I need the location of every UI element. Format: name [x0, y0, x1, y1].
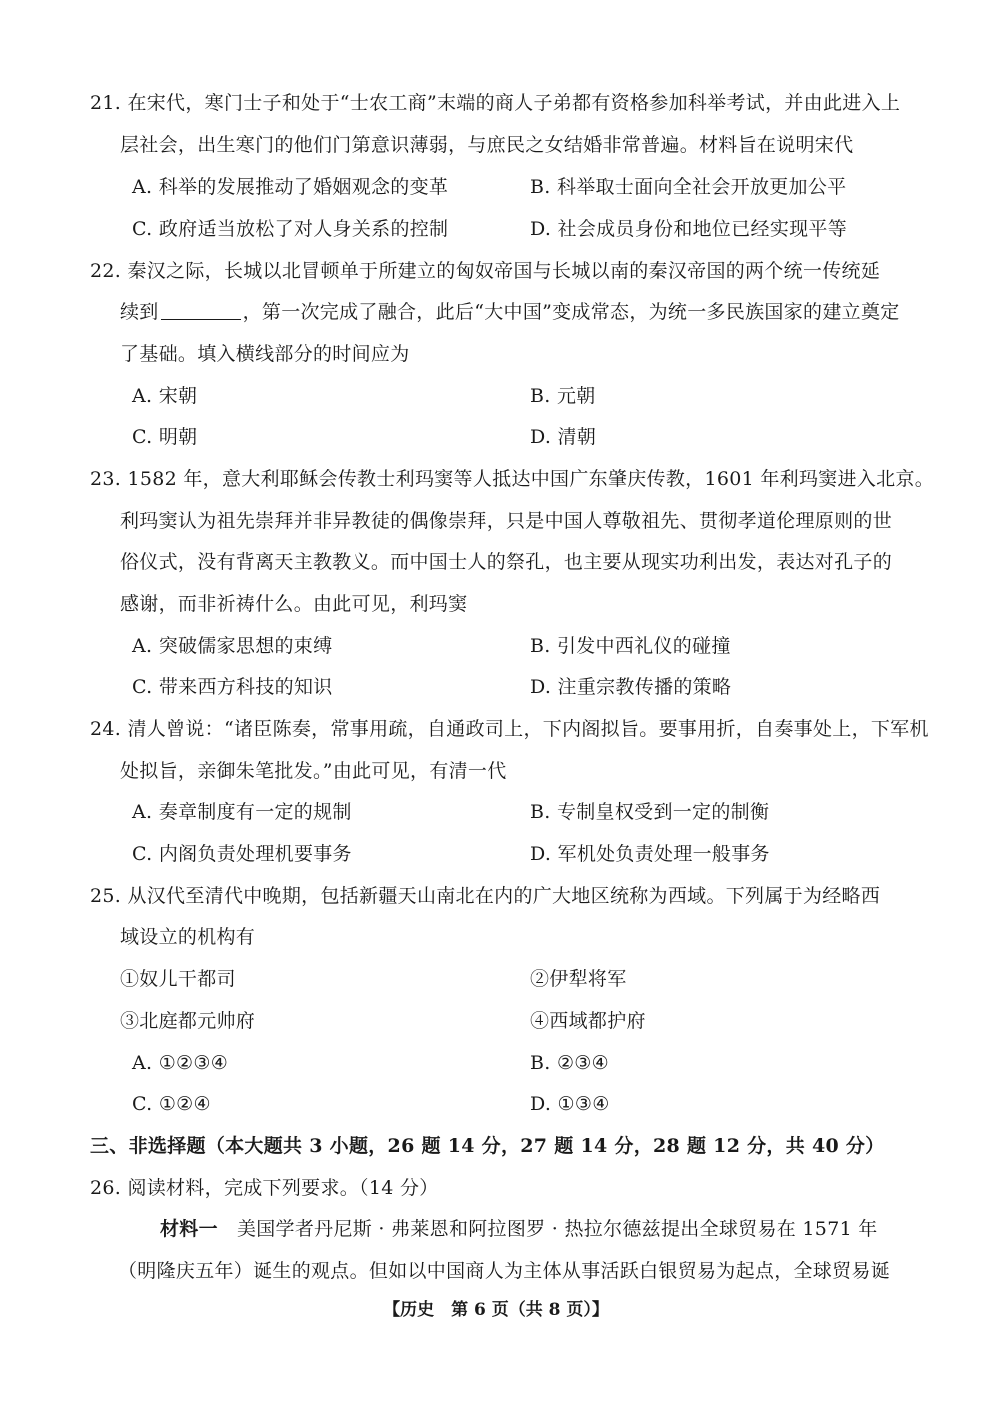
q22-stem-line2	[120, 299, 900, 325]
q26-stem: 26. 阅读材料，完成下列要求。（14 分）	[90, 1177, 439, 1199]
q26-material-line2: （明隆庆五年）诞生的观点。但如以中国商人为主体从事活跃白银贸易为起点，全球贸易诞	[118, 1260, 891, 1282]
q23-stem-line2: 利玛窦认为祖先崇拜并非异教徒的偶像崇拜，只是中国人尊敬祖先、贯彻孝道伦理原则的世	[120, 510, 893, 532]
q25-option-a: A. ①②③④	[132, 1052, 229, 1074]
page-footer: 【历史 第 6 页（共 8 页）】	[383, 1300, 609, 1320]
q21-option-c: C. 政府适当放松了对人身关系的控制	[132, 218, 449, 240]
q24-option-c: C. 内阁负责处理机要事务	[132, 843, 352, 865]
q21-option-a: A. 科举的发展推动了婚姻观念的变革	[132, 176, 449, 198]
q23-option-b: B. 引发中西礼仪的碰撞	[530, 635, 731, 657]
q23-stem-line3: 俗仪式，没有背离天主教教义。而中国士人的祭孔，也主要从现实功利出发，表达对孔子的	[120, 551, 893, 573]
q25-item-2: ②伊犁将军	[530, 968, 627, 990]
q24-option-d: D. 军机处负责处理一般事务	[530, 843, 770, 865]
q22-stem-line2-start: 续到	[120, 301, 159, 323]
material-text-1: 美国学者丹尼斯 · 弗莱恩和阿拉图罗 · 热拉尔德兹提出全球贸易在 1571 年	[236, 1218, 878, 1240]
q25-stem-line1: 25. 从汉代至清代中晚期，包括新疆天山南北在内的广大地区统称为西域。下列属于为经略西	[90, 885, 881, 907]
q25-item-3: ③北庭都元帅府	[120, 1010, 256, 1032]
q23-option-c: C. 带来西方科技的知识	[132, 676, 333, 698]
section-heading: 三、非选择题（本大题共 3 小题，26 题 14 分，27 题 14 分，28 题 12 分，共 40 分）	[90, 1135, 885, 1157]
q22-option-b: B. 元朝	[530, 385, 596, 407]
q25-item-1: ①奴儿干都司	[120, 968, 236, 990]
q22-stem-line1: 22. 秦汉之际，长城以北冒顿单于所建立的匈奴帝国与长城以南的秦汉帝国的两个统一传统延	[90, 260, 881, 282]
q25-item-4: ④西域都护府	[530, 1010, 646, 1032]
q23-option-a: A. 突破儒家思想的束缚	[132, 635, 333, 657]
q22-stem-line3: 了基础。填入横线部分的时间应为	[120, 343, 410, 365]
q25-option-d: D. ①③④	[530, 1093, 610, 1115]
material-label: 材料一	[160, 1218, 218, 1240]
fill-in-blank	[161, 299, 241, 320]
q24-stem-line2: 处拟旨，亲御朱笔批发。”由此可见，有清一代	[120, 760, 507, 782]
q25-option-c: C. ①②④	[132, 1093, 211, 1115]
q21-stem-line1: 21. 在宋代，寒门士子和处于“士农工商”末端的商人子弟都有资格参加科举考试，并由此进入上	[90, 92, 901, 114]
q21-stem-line2: 层社会，出生寒门的他们门第意识薄弱，与庶民之女结婚非常普遍。材料旨在说明宋代	[120, 134, 854, 156]
q24-option-b: B. 专制皇权受到一定的制衡	[530, 801, 770, 823]
q21-option-d: D. 社会成员身份和地位已经实现平等	[530, 218, 848, 240]
q25-option-b: B. ②③④	[530, 1052, 609, 1074]
q23-stem-line4: 感谢，而非祈祷什么。由此可见，利玛窦	[120, 593, 468, 615]
q24-option-a: A. 奏章制度有一定的规制	[132, 801, 352, 823]
q25-stem-line2: 域设立的机构有	[120, 926, 256, 948]
q24-stem-line1: 24. 清人曾说：“诸臣陈奏，常事用疏，自通政司上，下内阁拟旨。要事用折，自奏事处上，下军机	[90, 718, 929, 740]
q26-material-line1	[160, 1216, 878, 1242]
q22-option-d: D. 清朝	[530, 426, 597, 448]
q21-option-b: B. 科举取士面向全社会开放更加公平	[530, 176, 847, 198]
q22-stem-line2-end: ，第一次完成了融合，此后“大中国”变成常态，为统一多民族国家的建立奠定	[242, 301, 900, 323]
q23-option-d: D. 注重宗教传播的策略	[530, 676, 732, 698]
q22-option-c: C. 明朝	[132, 426, 198, 448]
q23-stem-line1: 23. 1582 年，意大利耶稣会传教士利玛窦等人抵达中国广东肇庆传教，1601 年利玛窦进入北京。	[90, 468, 935, 490]
q22-option-a: A. 宋朝	[132, 385, 198, 407]
